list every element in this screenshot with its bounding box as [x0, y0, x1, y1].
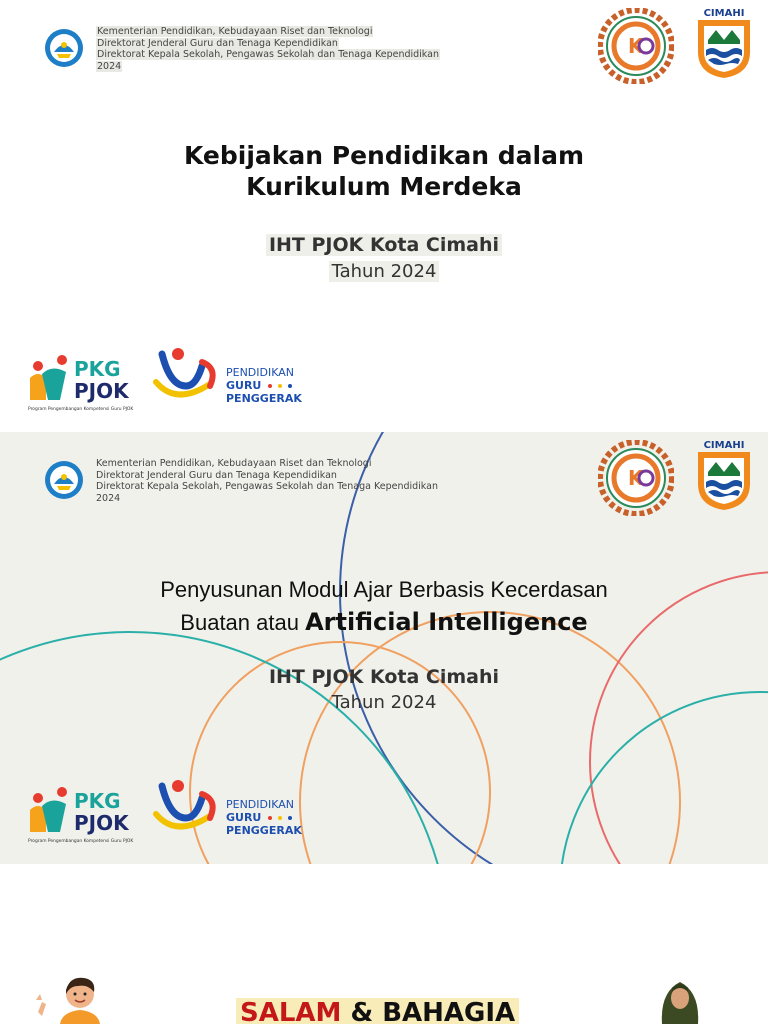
pkg-pjok-logo	[26, 352, 144, 416]
event-label: IHT PJOK Kota Cimahi	[266, 234, 502, 256]
salam-word: SALAM	[240, 998, 342, 1024]
title-line-1: Penyusunan Modul Ajar Berbasis Kecerdasan	[160, 577, 608, 602]
directorate-line: Direktorat Kepala Sekolah, Pengawas Sekolah dan Tenaga Kependidikan	[97, 49, 439, 60]
guru-penggerak-logo	[152, 346, 308, 408]
event-subtitle: IHT PJOK Kota Cimahi	[268, 666, 500, 688]
kemdikbud-tut-wuri-logo	[44, 460, 84, 500]
title-line-2: Kurikulum Merdeka	[246, 172, 522, 201]
svg-text:K: K	[628, 466, 644, 490]
slide-3	[0, 864, 768, 1024]
pkg-text: PKG	[74, 357, 121, 381]
ministry-header	[96, 26, 440, 72]
slide-1-title	[0, 140, 768, 202]
pgp-line-1: PENDIDIKAN	[226, 366, 295, 379]
slide-2-title	[0, 574, 768, 639]
directorate-line: Direktorat Kepala Sekolah, Pengawas Sekolah dan Tenaga Kependidikan	[96, 481, 438, 492]
bahagia-words: & BAHAGIA	[341, 998, 516, 1024]
directorate-general-line: Direktorat Jenderal Guru dan Tenaga Kependidikan	[97, 37, 338, 49]
slide-1	[0, 0, 768, 432]
pgp-line-3: PENGGERAK	[226, 392, 302, 405]
pgp-line-1: PENDIDIKAN	[226, 798, 295, 811]
cimahi-label: CIMAHI	[703, 440, 745, 451]
pkg-text: PKG	[74, 789, 121, 813]
waving-boy-illustration	[30, 972, 110, 1024]
year-subtitle: Tahun 2024	[331, 692, 437, 713]
koo-seal-logo	[598, 8, 674, 84]
year-line: 2024	[97, 60, 122, 72]
salam-bahagia-greeting	[236, 998, 519, 1024]
pgp-line-2: GURU	[226, 379, 262, 392]
ministry-header	[96, 458, 438, 504]
title-line-2	[0, 606, 768, 639]
year-label: Tahun 2024	[329, 261, 440, 282]
koo-seal-logo	[598, 440, 674, 516]
pkg-caption: Program Pengembangan Kompetensi Guru PJOK	[28, 839, 134, 844]
pkg-pjok-logo	[26, 784, 144, 848]
event-subtitle	[0, 234, 768, 256]
pgp-line-3: PENGGERAK	[226, 824, 302, 837]
guru-penggerak-logo	[152, 778, 308, 840]
cimahi-crest-logo	[692, 6, 756, 86]
title-line-1: Kebijakan Pendidikan dalam	[183, 141, 585, 170]
pjok-text: PJOK	[74, 379, 129, 403]
ministry-line: Kementerian Pendidikan, Kebudayaan Riset dan Teknologi	[97, 26, 373, 37]
cimahi-label: CIMAHI	[703, 8, 745, 19]
title-line-2-prefix: Buatan atau	[180, 610, 306, 635]
year-subtitle	[0, 261, 768, 282]
cimahi-crest-logo	[692, 438, 756, 518]
kemdikbud-tut-wuri-logo	[44, 28, 84, 68]
directorate-general-line: Direktorat Jenderal Guru dan Tenaga Kependidikan	[96, 469, 337, 481]
pgp-line-2: GURU	[226, 811, 262, 824]
hijab-woman-illustration	[650, 972, 710, 1024]
pjok-text: PJOK	[74, 811, 129, 835]
slide-2	[0, 432, 768, 864]
pkg-caption: Program Pengembangan Kompetensi Guru PJOK	[28, 407, 134, 412]
title-line-2-emphasis: Artificial Intelligence	[305, 608, 588, 636]
svg-text:K: K	[628, 34, 644, 58]
ministry-line: Kementerian Pendidikan, Kebudayaan Riset dan Teknologi	[96, 458, 372, 469]
year-line: 2024	[96, 492, 121, 504]
